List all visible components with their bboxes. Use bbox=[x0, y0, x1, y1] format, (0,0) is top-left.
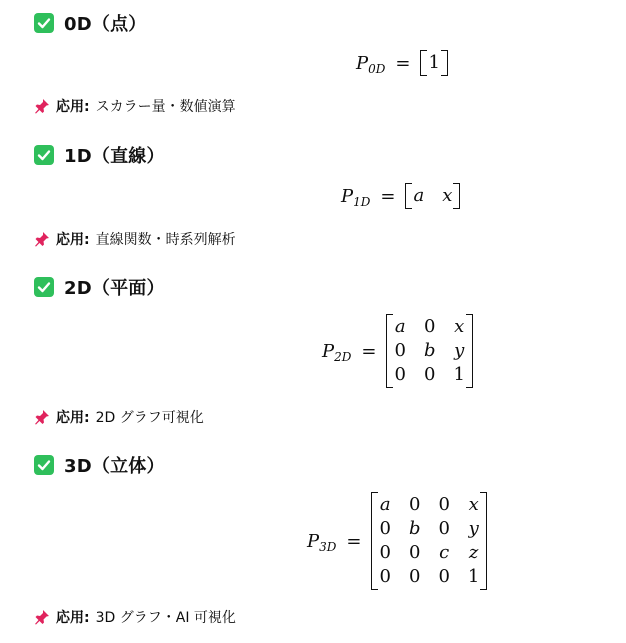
equals-sign: = bbox=[361, 340, 377, 362]
matrix-cell: z bbox=[468, 542, 479, 563]
formula bbox=[341, 183, 460, 209]
matrix-cell: x bbox=[442, 185, 453, 206]
note-label: 応用: bbox=[56, 99, 90, 115]
heading-text: 1D（直線） bbox=[64, 146, 165, 167]
matrix-cell: x bbox=[468, 494, 479, 515]
formula-subscript: 1D bbox=[353, 195, 371, 209]
formula bbox=[322, 314, 473, 388]
matrix bbox=[371, 492, 487, 590]
matrix-cell: 0 bbox=[438, 494, 450, 515]
matrix-cell: b bbox=[408, 518, 421, 539]
formula-symbol: P bbox=[341, 185, 354, 207]
matrix-cell: 0 bbox=[394, 340, 406, 361]
note-text: 3D グラフ・AI 可視化 bbox=[95, 610, 236, 626]
matrix-cell: a bbox=[413, 185, 425, 206]
matrix bbox=[386, 314, 472, 388]
matrix-cell: y bbox=[454, 340, 465, 361]
matrix-cell: 0 bbox=[408, 566, 421, 587]
check-icon bbox=[34, 145, 54, 165]
matrix-cell: x bbox=[454, 316, 465, 337]
application-note bbox=[34, 607, 236, 627]
formula-symbol: P bbox=[322, 340, 335, 362]
equals-sign: = bbox=[395, 52, 411, 74]
formula-symbol: P bbox=[307, 530, 320, 552]
application-note bbox=[34, 229, 236, 249]
formula-subscript: 0D bbox=[368, 62, 386, 76]
formula-subscript: 3D bbox=[319, 540, 337, 554]
formula-subscript: 2D bbox=[334, 350, 352, 364]
pushpin-icon bbox=[34, 609, 50, 625]
equals-sign: = bbox=[346, 530, 362, 552]
check-icon bbox=[34, 277, 54, 297]
matrix-cell: y bbox=[468, 518, 479, 539]
matrix-cell: 0 bbox=[379, 542, 391, 563]
equals-sign: = bbox=[380, 185, 396, 207]
matrix-cell: 0 bbox=[423, 364, 436, 385]
matrix-cell: 1 bbox=[428, 52, 440, 73]
matrix-cell: 0 bbox=[423, 316, 436, 337]
matrix-cell: a bbox=[394, 316, 406, 337]
section-heading bbox=[34, 10, 146, 36]
matrix-cell: 1 bbox=[453, 364, 465, 385]
note-text: 直線関数・時系列解析 bbox=[95, 232, 236, 248]
heading-text: 0D（点） bbox=[64, 14, 147, 35]
application-note bbox=[34, 96, 236, 116]
check-icon bbox=[34, 455, 54, 475]
formula bbox=[356, 50, 448, 76]
note-label: 応用: bbox=[56, 232, 90, 248]
matrix-cell: 1 bbox=[467, 566, 480, 587]
pushpin-icon bbox=[34, 409, 50, 425]
note-text: 2D グラフ可視化 bbox=[95, 410, 204, 426]
matrix-cell: c bbox=[439, 542, 450, 563]
matrix-cell: a bbox=[379, 494, 391, 515]
formula bbox=[307, 492, 487, 590]
section-heading bbox=[34, 274, 165, 300]
note-text: スカラー量・数値演算 bbox=[95, 99, 236, 115]
pushpin-icon bbox=[34, 98, 50, 114]
matrix-cell: 0 bbox=[438, 566, 450, 587]
check-icon bbox=[34, 13, 54, 33]
application-note bbox=[34, 407, 204, 427]
matrix-cell: 0 bbox=[379, 566, 391, 587]
matrix bbox=[405, 183, 460, 209]
matrix-cell: 0 bbox=[379, 518, 391, 539]
matrix-cell: b bbox=[423, 340, 436, 361]
matrix bbox=[420, 50, 447, 76]
formula-symbol: P bbox=[356, 52, 369, 74]
matrix-cell: 0 bbox=[394, 364, 406, 385]
matrix-cell: 0 bbox=[438, 518, 450, 539]
section-heading bbox=[34, 142, 165, 168]
heading-text: 3D（立体） bbox=[64, 456, 165, 477]
matrix-cell: 0 bbox=[408, 542, 421, 563]
section-heading bbox=[34, 452, 165, 478]
matrix-cell: 0 bbox=[408, 494, 421, 515]
note-label: 応用: bbox=[56, 410, 90, 426]
note-label: 応用: bbox=[56, 610, 90, 626]
heading-text: 2D（平面） bbox=[64, 278, 165, 299]
pushpin-icon bbox=[34, 231, 50, 247]
